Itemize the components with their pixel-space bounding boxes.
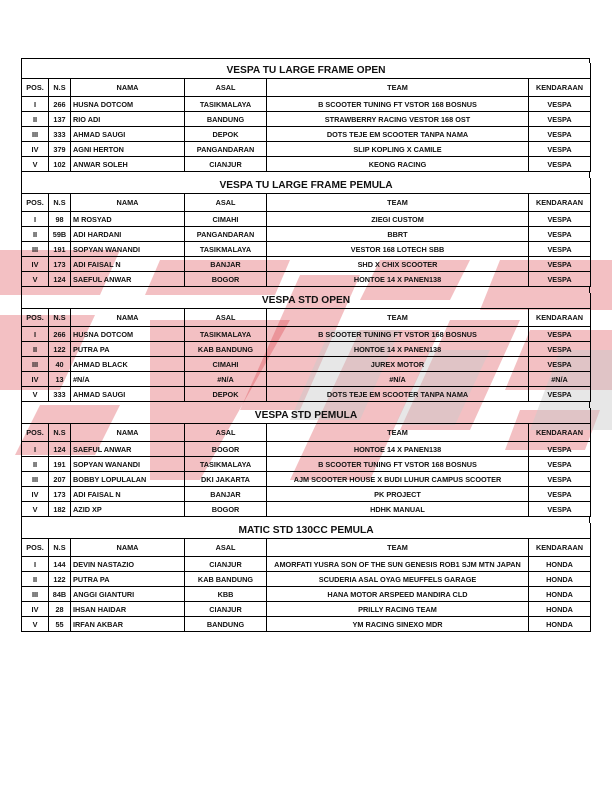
cell-nama: HUSNA DOTCOM xyxy=(71,97,185,112)
results-table xyxy=(21,178,591,287)
header-row xyxy=(22,79,591,97)
cell-kendaraan: HONDA xyxy=(529,617,591,632)
cell-kendaraan: VESPA xyxy=(529,357,591,372)
column-header-ns: N.S xyxy=(49,309,71,327)
results-table xyxy=(21,63,591,172)
cell-nama: HUSNA DOTCOM xyxy=(71,327,185,342)
cell-nama: #N/A xyxy=(71,372,185,387)
cell-team: B SCOOTER TUNING FT VSTOR 168 BOSNUS xyxy=(267,457,529,472)
cell-asal: #N/A xyxy=(185,372,267,387)
cell-asal: BOGOR xyxy=(185,502,267,517)
table-row xyxy=(22,442,591,457)
cell-ns: 40 xyxy=(49,357,71,372)
cell-ns: 137 xyxy=(49,112,71,127)
cell-team: AJM SCOOTER HOUSE X BUDI LUHUR CAMPUS SCOOTER xyxy=(267,472,529,487)
table-row xyxy=(22,157,591,172)
cell-ns: 84B xyxy=(49,587,71,602)
table-row xyxy=(22,587,591,602)
table-row xyxy=(22,487,591,502)
cell-kendaraan: VESPA xyxy=(529,227,591,242)
column-header-asal: ASAL xyxy=(185,309,267,327)
cell-asal: CIANJUR xyxy=(185,557,267,572)
table-row xyxy=(22,372,591,387)
cell-nama: SOPYAN WANANDI xyxy=(71,242,185,257)
cell-team: KEONG RACING xyxy=(267,157,529,172)
column-header-kendaraan: KENDARAAN xyxy=(529,424,591,442)
table-row xyxy=(22,212,591,227)
cell-ns: 59B xyxy=(49,227,71,242)
cell-ns: 207 xyxy=(49,472,71,487)
cell-team: DOTS TEJE EM SCOOTER TANPA NAMA xyxy=(267,127,529,142)
section-title: VESPA TU LARGE FRAME OPEN xyxy=(22,63,591,79)
cell-ns: 191 xyxy=(49,457,71,472)
column-header-kendaraan: KENDARAAN xyxy=(529,79,591,97)
cell-kendaraan: HONDA xyxy=(529,602,591,617)
column-header-asal: ASAL xyxy=(185,79,267,97)
cell-asal: DEPOK xyxy=(185,387,267,402)
cell-nama: IRFAN AKBAR xyxy=(71,617,185,632)
cell-pos: V xyxy=(22,617,49,632)
cell-kendaraan: VESPA xyxy=(529,112,591,127)
section-title: MATIC STD 130CC PEMULA xyxy=(22,523,591,539)
cell-team: SLIP KOPLING X CAMILE xyxy=(267,142,529,157)
column-header-ns: N.S xyxy=(49,194,71,212)
cell-asal: DKI JAKARTA xyxy=(185,472,267,487)
column-header-nama: NAMA xyxy=(71,424,185,442)
cell-asal: BANDUNG xyxy=(185,617,267,632)
section-title: VESPA STD PEMULA xyxy=(22,408,591,424)
column-header-team: TEAM xyxy=(267,79,529,97)
column-header-pos: POS. xyxy=(22,424,49,442)
cell-pos: I xyxy=(22,327,49,342)
cell-pos: IV xyxy=(22,602,49,617)
section-title: VESPA STD OPEN xyxy=(22,293,591,309)
cell-kendaraan: VESPA xyxy=(529,127,591,142)
cell-pos: V xyxy=(22,502,49,517)
cell-asal: CIMAHI xyxy=(185,212,267,227)
cell-ns: 102 xyxy=(49,157,71,172)
cell-pos: IV xyxy=(22,372,49,387)
table-row xyxy=(22,387,591,402)
cell-pos: V xyxy=(22,157,49,172)
cell-ns: 333 xyxy=(49,127,71,142)
table-row xyxy=(22,97,591,112)
cell-team: PRILLY RACING TEAM xyxy=(267,602,529,617)
cell-pos: II xyxy=(22,112,49,127)
cell-asal: PANGANDARAN xyxy=(185,227,267,242)
cell-asal: KAB BANDUNG xyxy=(185,342,267,357)
table-row xyxy=(22,257,591,272)
cell-pos: III xyxy=(22,242,49,257)
cell-kendaraan: VESPA xyxy=(529,487,591,502)
cell-ns: 28 xyxy=(49,602,71,617)
cell-nama: AHMAD BLACK xyxy=(71,357,185,372)
cell-kendaraan: VESPA xyxy=(529,272,591,287)
column-header-ns: N.S xyxy=(49,424,71,442)
column-header-pos: POS. xyxy=(22,194,49,212)
table-row xyxy=(22,472,591,487)
cell-ns: 122 xyxy=(49,342,71,357)
cell-asal: BOGOR xyxy=(185,442,267,457)
cell-pos: I xyxy=(22,442,49,457)
cell-asal: TASIKMALAYA xyxy=(185,242,267,257)
cell-kendaraan: VESPA xyxy=(529,157,591,172)
cell-nama: ANWAR SOLEH xyxy=(71,157,185,172)
table-row xyxy=(22,112,591,127)
cell-nama: AHMAD SAUGI xyxy=(71,127,185,142)
cell-asal: TASIKMALAYA xyxy=(185,327,267,342)
column-header-kendaraan: KENDARAAN xyxy=(529,309,591,327)
table-row xyxy=(22,602,591,617)
column-header-team: TEAM xyxy=(267,194,529,212)
cell-kendaraan: VESPA xyxy=(529,327,591,342)
cell-nama: SOPYAN WANANDI xyxy=(71,457,185,472)
cell-pos: I xyxy=(22,557,49,572)
table-row xyxy=(22,272,591,287)
column-header-ns: N.S xyxy=(49,539,71,557)
cell-pos: III xyxy=(22,587,49,602)
table-row xyxy=(22,457,591,472)
cell-asal: TASIKMALAYA xyxy=(185,457,267,472)
cell-kendaraan: VESPA xyxy=(529,472,591,487)
column-header-team: TEAM xyxy=(267,424,529,442)
cell-kendaraan: HONDA xyxy=(529,587,591,602)
cell-kendaraan: VESPA xyxy=(529,142,591,157)
cell-kendaraan: HONDA xyxy=(529,557,591,572)
table-row xyxy=(22,357,591,372)
cell-pos: II xyxy=(22,457,49,472)
cell-asal: BANJAR xyxy=(185,487,267,502)
cell-team: HONTOE 14 X PANEN138 xyxy=(267,272,529,287)
header-row xyxy=(22,194,591,212)
cell-kendaraan: VESPA xyxy=(529,442,591,457)
cell-kendaraan: VESPA xyxy=(529,342,591,357)
table-row xyxy=(22,502,591,517)
table-row xyxy=(22,342,591,357)
cell-ns: 266 xyxy=(49,97,71,112)
cell-nama: AHMAD SAUGI xyxy=(71,387,185,402)
cell-team: B SCOOTER TUNING FT VSTOR 168 BOSNUS xyxy=(267,327,529,342)
table-row xyxy=(22,142,591,157)
cell-pos: I xyxy=(22,212,49,227)
header-row xyxy=(22,309,591,327)
column-header-team: TEAM xyxy=(267,309,529,327)
cell-asal: BOGOR xyxy=(185,272,267,287)
cell-kendaraan: HONDA xyxy=(529,572,591,587)
cell-pos: II xyxy=(22,342,49,357)
cell-ns: 55 xyxy=(49,617,71,632)
cell-ns: 13 xyxy=(49,372,71,387)
cell-pos: IV xyxy=(22,487,49,502)
column-header-pos: POS. xyxy=(22,309,49,327)
cell-ns: 98 xyxy=(49,212,71,227)
column-header-nama: NAMA xyxy=(71,539,185,557)
cell-asal: KAB BANDUNG xyxy=(185,572,267,587)
cell-asal: PANGANDARAN xyxy=(185,142,267,157)
cell-asal: CIANJUR xyxy=(185,157,267,172)
cell-ns: 266 xyxy=(49,327,71,342)
cell-nama: AGNI HERTON xyxy=(71,142,185,157)
cell-kendaraan: #N/A xyxy=(529,372,591,387)
cell-pos: III xyxy=(22,357,49,372)
column-header-asal: ASAL xyxy=(185,539,267,557)
cell-nama: DEVIN NASTAZIO xyxy=(71,557,185,572)
cell-asal: BANJAR xyxy=(185,257,267,272)
cell-nama: AZID XP xyxy=(71,502,185,517)
cell-team: #N/A xyxy=(267,372,529,387)
cell-kendaraan: VESPA xyxy=(529,457,591,472)
cell-nama: ADI HARDANI xyxy=(71,227,185,242)
cell-ns: 122 xyxy=(49,572,71,587)
results-table xyxy=(21,293,591,402)
table-row xyxy=(22,242,591,257)
column-header-nama: NAMA xyxy=(71,309,185,327)
column-header-kendaraan: KENDARAAN xyxy=(529,194,591,212)
cell-asal: DEPOK xyxy=(185,127,267,142)
results-table xyxy=(21,408,591,517)
cell-nama: RIO ADI xyxy=(71,112,185,127)
cell-team: VESTOR 168 LOTECH SBB xyxy=(267,242,529,257)
cell-pos: I xyxy=(22,97,49,112)
cell-ns: 191 xyxy=(49,242,71,257)
column-header-asal: ASAL xyxy=(185,194,267,212)
cell-kendaraan: VESPA xyxy=(529,97,591,112)
cell-nama: ADI FAISAL N xyxy=(71,257,185,272)
cell-ns: 144 xyxy=(49,557,71,572)
cell-team: STRAWBERRY RACING VESTOR 168 OST xyxy=(267,112,529,127)
cell-team: B SCOOTER TUNING FT VSTOR 168 BOSNUS xyxy=(267,97,529,112)
cell-kendaraan: VESPA xyxy=(529,387,591,402)
cell-nama: SAEFUL ANWAR xyxy=(71,442,185,457)
cell-nama: ANGGI GIANTURI xyxy=(71,587,185,602)
cell-ns: 182 xyxy=(49,502,71,517)
cell-ns: 379 xyxy=(49,142,71,157)
column-header-nama: NAMA xyxy=(71,79,185,97)
cell-team: AMORFATI YUSRA SON OF THE SUN GENESIS ROB1 SJM MTN JAPAN xyxy=(267,557,529,572)
cell-asal: CIMAHI xyxy=(185,357,267,372)
table-row xyxy=(22,572,591,587)
cell-nama: IHSAN HAIDAR xyxy=(71,602,185,617)
cell-pos: III xyxy=(22,472,49,487)
cell-team: ZIEGI CUSTOM xyxy=(267,212,529,227)
cell-ns: 124 xyxy=(49,442,71,457)
cell-team: HONTOE 14 X PANEN138 xyxy=(267,442,529,457)
cell-team: SHD X CHIX SCOOTER xyxy=(267,257,529,272)
cell-asal: BANDUNG xyxy=(185,112,267,127)
column-header-kendaraan: KENDARAAN xyxy=(529,539,591,557)
cell-asal: CIANJUR xyxy=(185,602,267,617)
cell-pos: II xyxy=(22,572,49,587)
cell-pos: V xyxy=(22,272,49,287)
table-row xyxy=(22,557,591,572)
column-header-pos: POS. xyxy=(22,79,49,97)
cell-team: SCUDERIA ASAL OYAG MEUFFELS GARAGE xyxy=(267,572,529,587)
results-sections xyxy=(21,63,590,632)
cell-ns: 173 xyxy=(49,487,71,502)
cell-team: JUREX MOTOR xyxy=(267,357,529,372)
cell-team: HDHK MANUAL xyxy=(267,502,529,517)
cell-ns: 124 xyxy=(49,272,71,287)
cell-team: HONTOE 14 X PANEN138 xyxy=(267,342,529,357)
column-header-team: TEAM xyxy=(267,539,529,557)
cell-nama: ADI FAISAL N xyxy=(71,487,185,502)
results-table xyxy=(21,523,591,632)
cell-nama: SAEFUL ANWAR xyxy=(71,272,185,287)
cell-kendaraan: VESPA xyxy=(529,502,591,517)
cell-pos: II xyxy=(22,227,49,242)
cell-kendaraan: VESPA xyxy=(529,212,591,227)
cell-nama: M ROSYAD xyxy=(71,212,185,227)
section-title: VESPA TU LARGE FRAME PEMULA xyxy=(22,178,591,194)
cell-team: DOTS TEJE EM SCOOTER TANPA NAMA xyxy=(267,387,529,402)
cell-pos: III xyxy=(22,127,49,142)
results-sheet xyxy=(21,58,590,632)
cell-kendaraan: VESPA xyxy=(529,242,591,257)
cell-team: BBRT xyxy=(267,227,529,242)
header-row xyxy=(22,539,591,557)
cell-nama: PUTRA PA xyxy=(71,342,185,357)
table-row xyxy=(22,127,591,142)
cell-pos: V xyxy=(22,387,49,402)
cell-team: YM RACING SINEXO MDR xyxy=(267,617,529,632)
cell-ns: 173 xyxy=(49,257,71,272)
cell-ns: 333 xyxy=(49,387,71,402)
cell-pos: IV xyxy=(22,142,49,157)
table-row xyxy=(22,327,591,342)
cell-nama: PUTRA PA xyxy=(71,572,185,587)
cell-kendaraan: VESPA xyxy=(529,257,591,272)
cell-asal: KBB xyxy=(185,587,267,602)
table-row xyxy=(22,617,591,632)
cell-nama: BOBBY LOPULALAN xyxy=(71,472,185,487)
column-header-nama: NAMA xyxy=(71,194,185,212)
cell-team: PK PROJECT xyxy=(267,487,529,502)
cell-team: HANA MOTOR ARSPEED MANDIRA CLD xyxy=(267,587,529,602)
column-header-ns: N.S xyxy=(49,79,71,97)
cell-asal: TASIKMALAYA xyxy=(185,97,267,112)
cell-pos: IV xyxy=(22,257,49,272)
header-row xyxy=(22,424,591,442)
column-header-pos: POS. xyxy=(22,539,49,557)
column-header-asal: ASAL xyxy=(185,424,267,442)
table-row xyxy=(22,227,591,242)
